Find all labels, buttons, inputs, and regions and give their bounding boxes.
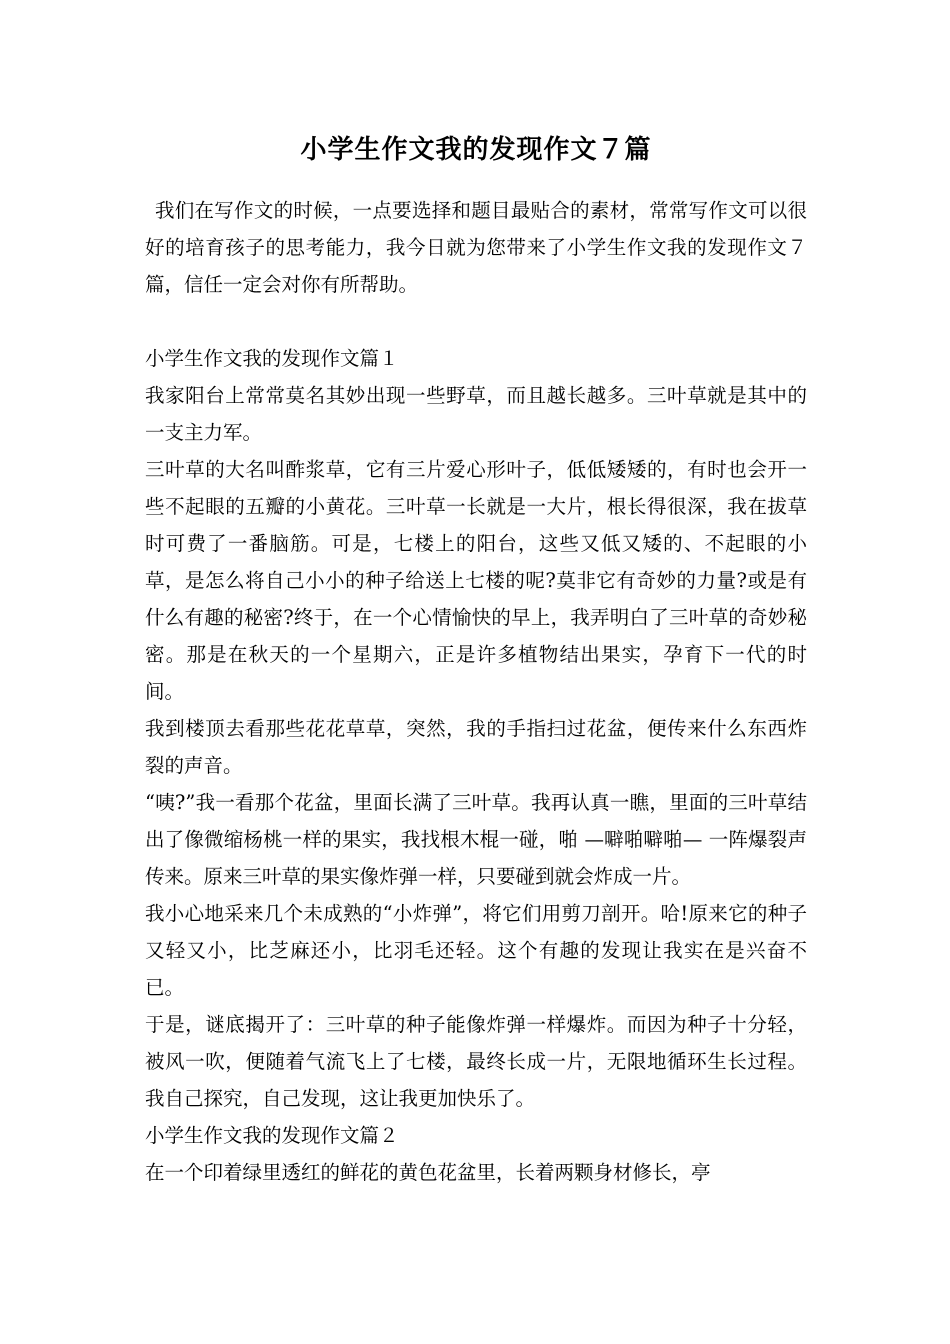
- document-page: [145, 128, 807, 1191]
- body-paragraph: “咦?”我一看那个花盆，里面长满了三叶草。我再认真一瞧，里面的三叶草结出了像微缩杨桃一样的果实，我找根木棍一碰，啪 —噼啪噼啪— 一阵爆裂声传来。原来三叶草的果实像炸弹一样，只要碰到就会炸成一片。: [145, 791, 807, 888]
- body-paragraph: 于是，谜底揭开了：三叶草的种子能像炸弹一样爆炸。而因为种子十分轻，被风一吹，便随着气流飞上了七楼，最终长成一片，无限地循环生长过程。我自己探究，自己发现，这让我更加快乐了。: [145, 1013, 807, 1110]
- body-paragraph: 我家阳台上常常莫名其妙出现一些野草，而且越长越多。三叶草就是其中的一支主力军。: [145, 384, 807, 444]
- body-paragraph: 三叶草的大名叫酢浆草，它有三片爱心形叶子，低低矮矮的，有时也会开一些不起眼的五瓣的小黄花。三叶草一长就是一大片，根长得很深，我在拔草时可费了一番脑筋。可是，七楼上的阳台，这些又低又矮的、不起眼的小草，是怎么将自己小小的种子给送上七楼的呢?莫非它有奇妙的力量?或是有什么有趣的秘密?终于，在一个心情愉快的早上，我弄明白了三叶草的奇妙秘密。那是在秋天的一个星期六，正是许多植物结出果实，孕育下一代的时间。: [145, 458, 807, 703]
- intro-paragraph: 我们在写作文的时候，一点要选择和题目最贴合的素材，常常写作文可以很好的培育孩子的思考能力，我今日就为您带来了小学生作文我的发现作文７篇，信任一定会对你有所帮助。: [145, 199, 807, 296]
- body-paragraph: 我小心地采来几个未成熟的“小炸弹”，将它们用剪刀剖开。哈!原来它的种子又轻又小，比芝麻还小，比羽毛还轻。这个有趣的发现让我实在是兴奋不已。: [145, 902, 807, 999]
- section-heading-1: 小学生作文我的发现作文篇１: [145, 347, 399, 370]
- body-paragraph: 我到楼顶去看那些花花草草，突然，我的手指扫过花盆，便传来什么东西炸裂的声音。: [145, 717, 807, 777]
- body-paragraph: 在一个印着绿里透红的鲜花的黄色花盆里，长着两颗身材修长，亭: [145, 1161, 711, 1184]
- section-heading-2: 小学生作文我的发现作文篇２: [145, 1124, 399, 1147]
- document-title: 小学生作文我的发现作文７篇: [300, 135, 652, 165]
